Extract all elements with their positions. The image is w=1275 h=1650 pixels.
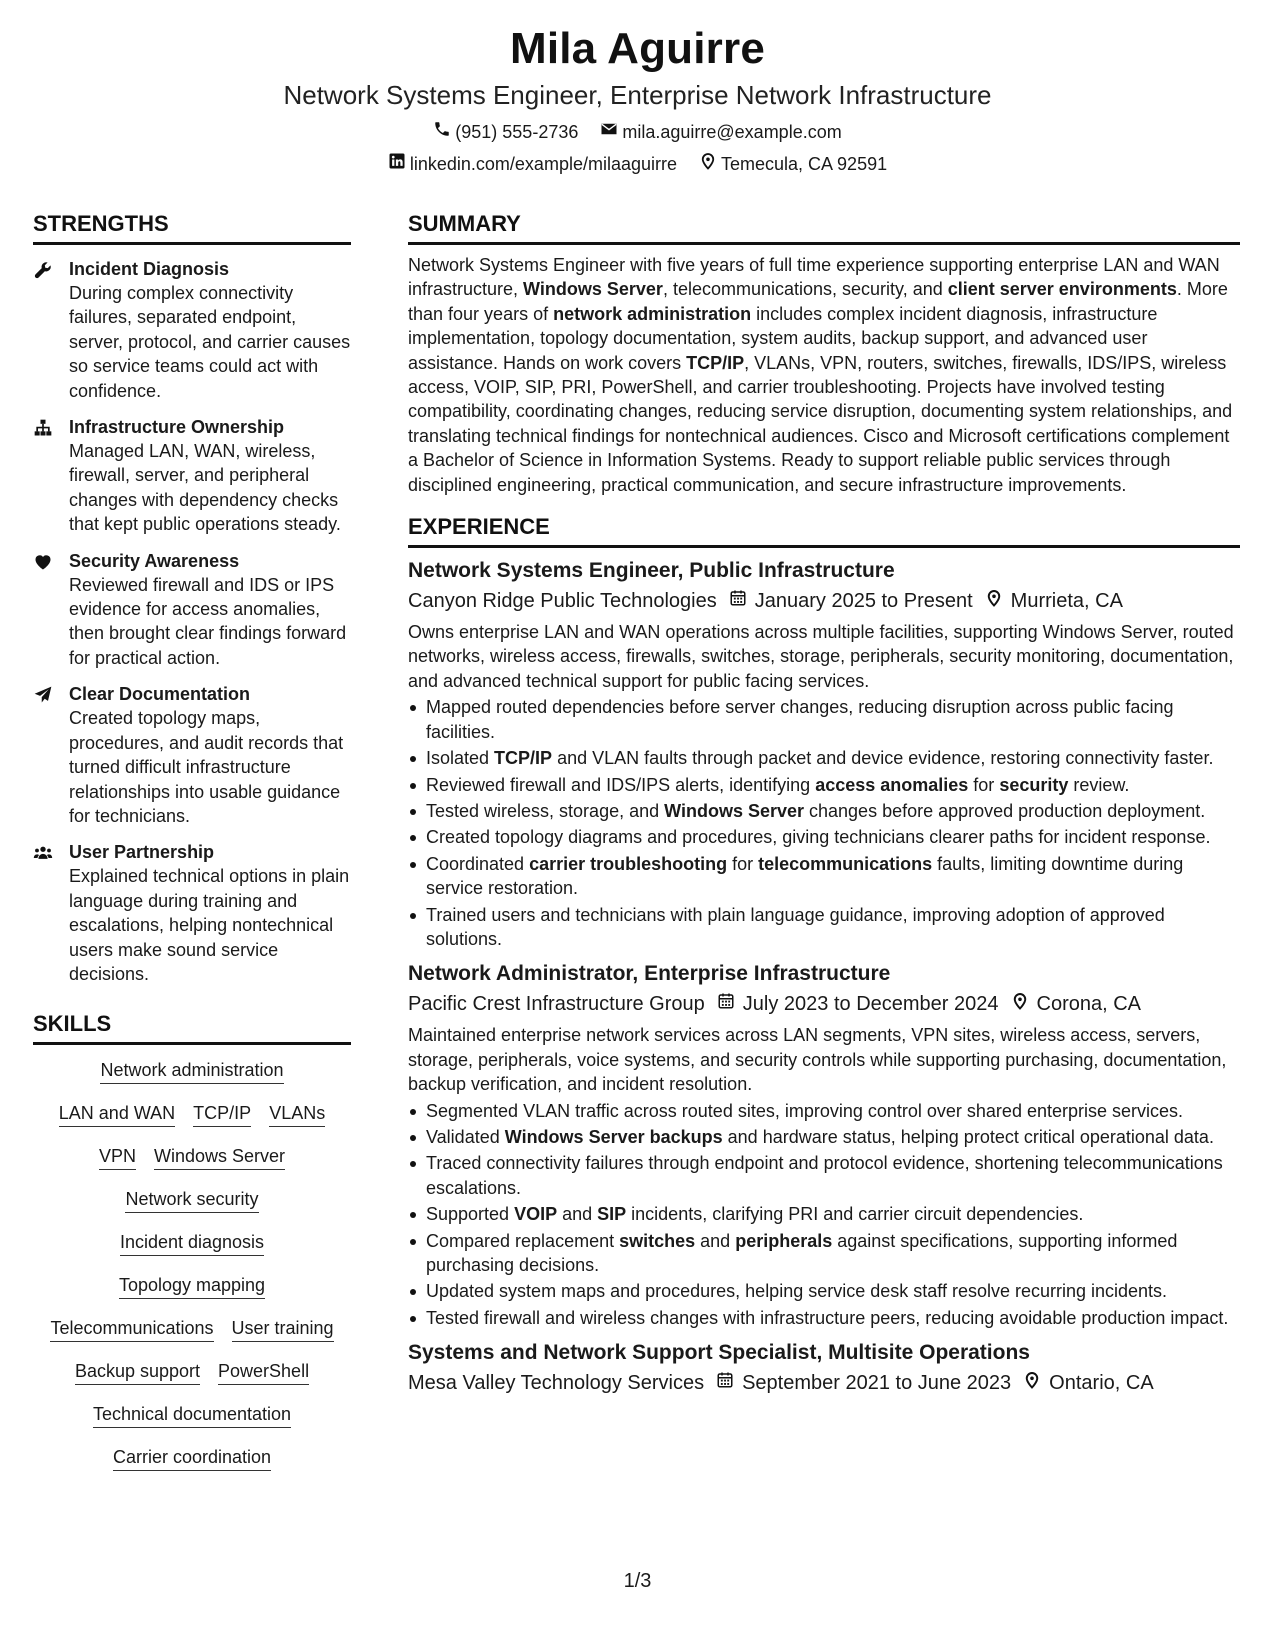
strength-title: Clear Documentation	[69, 684, 251, 705]
jobs-list	[408, 556, 1240, 1398]
phone-number: (951) 555-2736	[455, 122, 579, 142]
linkedin-icon	[388, 152, 406, 176]
skill-row	[120, 1231, 264, 1256]
skill-row	[75, 1360, 309, 1385]
company-name: Canyon Ridge Public Technologies	[408, 590, 717, 613]
skills-list	[33, 1059, 351, 1489]
skill-tag: Telecommunications	[50, 1317, 213, 1342]
left-column	[33, 210, 351, 1489]
emphasis-text: peripherals	[735, 1230, 833, 1251]
resume-header	[0, 0, 1275, 176]
strength-title: Security Awareness	[69, 550, 240, 571]
job-dates	[729, 586, 973, 616]
location-contact	[699, 152, 887, 176]
map-marker-icon	[1023, 1368, 1041, 1398]
skill-tag: Backup support	[75, 1360, 200, 1385]
job-title: Network Systems Engineer, Public Infrastructure	[408, 559, 895, 583]
strength-title: Incident Diagnosis	[69, 259, 230, 279]
skill-row	[113, 1446, 271, 1471]
skill-tag: PowerShell	[218, 1360, 309, 1385]
text-segment: for	[968, 774, 1000, 795]
text-segment: Isolated	[426, 748, 495, 769]
bullet-item	[408, 746, 1240, 770]
strength-item	[33, 415, 351, 537]
text-segment: incidents, clarifying PRI and carrier circuit dependencies.	[626, 1204, 1084, 1225]
text-segment: Traced connectivity failures through endpoint and protocol evidence, shortening telecommunications escalations.	[426, 1153, 1223, 1198]
job-bullets	[408, 1099, 1240, 1331]
text-segment: , telecommunications, security, and	[662, 279, 948, 300]
strengths-heading: STRENGTHS	[33, 210, 351, 245]
skill-row	[119, 1274, 265, 1299]
skill-tag: LAN and WAN	[59, 1102, 175, 1127]
location-text: Temecula, CA 92591	[721, 154, 888, 174]
bullet-item	[408, 1229, 1240, 1278]
map-marker-icon	[699, 152, 717, 176]
text-segment: faults, limiting downtime during service restoration.	[426, 853, 1184, 899]
text-segment: and hardware status, helping protect critical operational data.	[722, 1126, 1214, 1147]
calendar-icon	[729, 586, 747, 616]
skill-tag: VLANs	[269, 1102, 325, 1127]
strength-description: During complex connectivity failures, separated endpoint, server, protocol, and carrier causes so service teams could act with confidence.	[69, 283, 351, 401]
strength-item	[33, 682, 351, 828]
candidate-title: Network Systems Engineer, Enterprise Network Infrastructure	[283, 80, 992, 110]
wrench-icon	[33, 257, 57, 403]
strength-item	[33, 257, 351, 403]
experience-heading: EXPERIENCE	[408, 513, 1240, 548]
strength-body	[69, 840, 351, 986]
text-segment: changes before approved production deployment.	[804, 800, 1206, 821]
sitemap-icon	[33, 415, 57, 537]
text-segment: Network Systems Engineer with five years of full time experience supporting enterprise LAN and WAN infrastructure,	[408, 255, 1220, 300]
location-text: Ontario, CA	[1049, 1372, 1154, 1395]
paper-plane-icon	[33, 682, 57, 828]
text-segment: Created topology diagrams and procedures, giving technicians clearer paths for incident response.	[426, 827, 1211, 848]
skills-heading: SKILLS	[33, 1010, 351, 1045]
location-text: Murrieta, CA	[1010, 590, 1123, 613]
text-segment: Tested wireless, storage, and	[426, 800, 665, 821]
summary-heading: SUMMARY	[408, 210, 1240, 245]
skill-row	[93, 1403, 291, 1428]
emphasis-text: carrier troubleshooting	[529, 853, 728, 874]
text-segment: Reviewed firewall and IDS/IPS alerts, identifying	[426, 774, 816, 795]
text-segment: Compared replacement	[426, 1230, 620, 1251]
calendar-icon	[717, 989, 735, 1019]
strength-item	[33, 549, 351, 671]
job-entry	[408, 959, 1240, 1330]
emphasis-text: Windows Server	[664, 800, 805, 821]
text-segment: and	[695, 1230, 736, 1251]
company-name: Mesa Valley Technology Services	[408, 1372, 705, 1395]
job-entry	[408, 1338, 1240, 1398]
emphasis-text: network administration	[553, 303, 752, 324]
bullet-item	[408, 1099, 1240, 1123]
right-column	[408, 210, 1240, 1398]
phone-icon	[433, 120, 451, 144]
envelope-icon	[600, 120, 618, 144]
strength-body	[69, 415, 351, 537]
skill-tag: VPN	[99, 1145, 136, 1170]
emphasis-text: access anomalies	[815, 774, 969, 795]
text-segment: against specifications, supporting informed purchasing decisions.	[426, 1230, 1178, 1275]
skill-tag: Windows Server	[154, 1145, 285, 1170]
phone-contact	[433, 120, 578, 144]
heart-icon	[33, 549, 57, 671]
text-segment: . More than four years of	[408, 279, 1228, 324]
bullet-item	[408, 1125, 1240, 1149]
dates-text: January 2025 to Present	[754, 590, 973, 613]
summary-text	[408, 253, 1240, 497]
text-segment: Validated	[426, 1126, 505, 1147]
map-marker-icon	[985, 586, 1003, 616]
contact-row-2	[0, 152, 1275, 176]
bullet-item	[408, 1306, 1240, 1330]
skill-tag: Topology mapping	[119, 1274, 265, 1299]
text-segment: includes complex incident diagnosis, infrastructure implementation, topology documentation, system audits, backup support, and advanced user assistance. Hands on work covers	[408, 303, 1158, 373]
email-contact	[600, 120, 841, 144]
text-segment: and VLAN faults through packet and device evidence, restoring connectivity faster.	[552, 748, 1214, 769]
strength-title: Infrastructure Ownership	[69, 417, 285, 438]
page-number: 1/3	[623, 1570, 652, 1592]
text-segment: Tested firewall and wireless changes with infrastructure peers, reducing avoidable production impact.	[426, 1307, 1229, 1328]
text-segment: Mapped routed dependencies before server changes, reducing disruption across public facing facilities.	[426, 697, 1174, 742]
text-segment: Segmented VLAN traffic across routed sites, improving control over shared enterprise services.	[426, 1100, 1184, 1121]
emphasis-text: telecommunications	[758, 853, 933, 874]
emphasis-text: Windows Server	[523, 279, 663, 300]
job-meta	[408, 586, 1240, 616]
job-entry	[408, 556, 1240, 951]
map-marker-icon	[1011, 989, 1029, 1019]
emphasis-text: security	[999, 774, 1069, 795]
strength-description: Explained technical options in plain language during training and escalations, helping nontechnical users make sound service decisions.	[69, 866, 350, 984]
users-icon	[33, 840, 57, 986]
text-segment: Coordinated	[426, 853, 530, 874]
strength-description: Reviewed firewall and IDS or IPS evidence for access anomalies, then brought clear findings forward for practical action.	[69, 574, 347, 668]
strength-item	[33, 840, 351, 986]
text-segment: review.	[1068, 774, 1130, 795]
linkedin-url[interactable]: linkedin.com/example/milaaguirre	[409, 154, 677, 174]
text-segment: , VLANs, VPN, routers, switches, firewalls, IDS/IPS, wireless access, VOIP, SIP, PRI, PowerShell, and carrier troubleshooting. Projects have involved testing compatibility, coordinating changes, reducing service disruption, documenting system relationships, and translating technical findings for nontechnical audiences. Cisco and Microsoft certifications complement a Bachelor of Science in Information Systems. Ready to support reliable public services through disciplined engineering, practical communication, and secure infrastructure improvements.	[408, 352, 1233, 495]
bullet-item	[408, 1202, 1240, 1226]
skill-tag: User training	[232, 1317, 334, 1342]
skill-tag: Technical documentation	[93, 1403, 291, 1428]
job-location	[985, 586, 1123, 616]
strength-title: User Partnership	[69, 842, 215, 863]
strengths-list	[33, 257, 351, 986]
emphasis-text: TCP/IP	[494, 748, 553, 769]
text-segment: Supported	[426, 1204, 515, 1225]
dates-text: September 2021 to June 2023	[742, 1372, 1012, 1395]
skill-row	[99, 1145, 285, 1170]
emphasis-text: TCP/IP	[686, 352, 745, 373]
job-dates	[717, 989, 999, 1019]
skill-row	[59, 1102, 325, 1127]
bullet-item	[408, 852, 1240, 901]
job-title: Network Administrator, Enterprise Infrastructure	[408, 962, 891, 986]
strength-body	[69, 549, 351, 671]
text-segment: Trained users and technicians with plain language guidance, improving adoption of approved solutions.	[426, 904, 1165, 949]
text-segment: and	[557, 1204, 598, 1225]
bullet-item	[408, 1279, 1240, 1303]
location-text: Corona, CA	[1036, 993, 1141, 1016]
emphasis-text: client server environments	[947, 279, 1177, 300]
email-address[interactable]: mila.aguirre@example.com	[622, 122, 842, 142]
contact-row-1	[0, 120, 1275, 144]
skill-tag: Network administration	[100, 1059, 283, 1084]
linkedin-contact	[388, 152, 677, 176]
company-name: Pacific Crest Infrastructure Group	[408, 993, 705, 1016]
job-meta	[408, 989, 1240, 1019]
bullet-item	[408, 695, 1240, 744]
job-description: Maintained enterprise network services across LAN segments, VPN sites, wireless access, servers, storage, peripherals, voice systems, and security controls while supporting purchasing, documentation, backup verification, and incident resolution.	[408, 1025, 1227, 1095]
strength-description: Managed LAN, WAN, wireless, firewall, server, and peripheral changes with dependency checks that kept public operations steady.	[69, 441, 341, 535]
job-location	[1011, 989, 1142, 1019]
bullet-item	[408, 825, 1240, 849]
bullet-item	[408, 799, 1240, 823]
job-dates	[716, 1368, 1011, 1398]
text-segment: for	[727, 853, 759, 874]
job-bullets	[408, 695, 1240, 951]
emphasis-text: SIP	[597, 1204, 627, 1225]
strength-body	[69, 257, 351, 403]
job-description: Owns enterprise LAN and WAN operations across multiple facilities, supporting Windows Server, routed networks, wireless access, firewalls, switches, storage, peripherals, security monitoring, documentation, and advanced technical support for public facing services.	[408, 622, 1234, 691]
skill-row	[50, 1317, 333, 1342]
skill-row	[100, 1059, 283, 1084]
bullet-item	[408, 903, 1240, 952]
skill-tag: Carrier coordination	[113, 1446, 271, 1471]
text-segment: Updated system maps and procedures, helping service desk staff resolve recurring incidents.	[426, 1281, 1168, 1302]
candidate-name: Mila Aguirre	[509, 24, 766, 73]
bullet-item	[408, 1151, 1240, 1200]
dates-text: July 2023 to December 2024	[742, 993, 999, 1016]
skill-tag: Network security	[125, 1188, 258, 1213]
skill-row	[125, 1188, 258, 1213]
emphasis-text: switches	[619, 1230, 696, 1251]
emphasis-text: Windows Server backups	[504, 1126, 723, 1147]
calendar-icon	[716, 1368, 734, 1398]
job-title: Systems and Network Support Specialist, Multisite Operations	[408, 1341, 1030, 1365]
emphasis-text: VOIP	[514, 1204, 558, 1225]
job-location	[1023, 1368, 1153, 1398]
strength-description: Created topology maps, procedures, and audit records that turned difficult infrastructure relationships into usable guidance for technicians.	[69, 708, 344, 826]
strength-body	[69, 682, 351, 828]
bullet-item	[408, 773, 1240, 797]
skill-tag: TCP/IP	[193, 1102, 251, 1127]
skill-tag: Incident diagnosis	[120, 1231, 264, 1256]
job-meta	[408, 1368, 1240, 1398]
